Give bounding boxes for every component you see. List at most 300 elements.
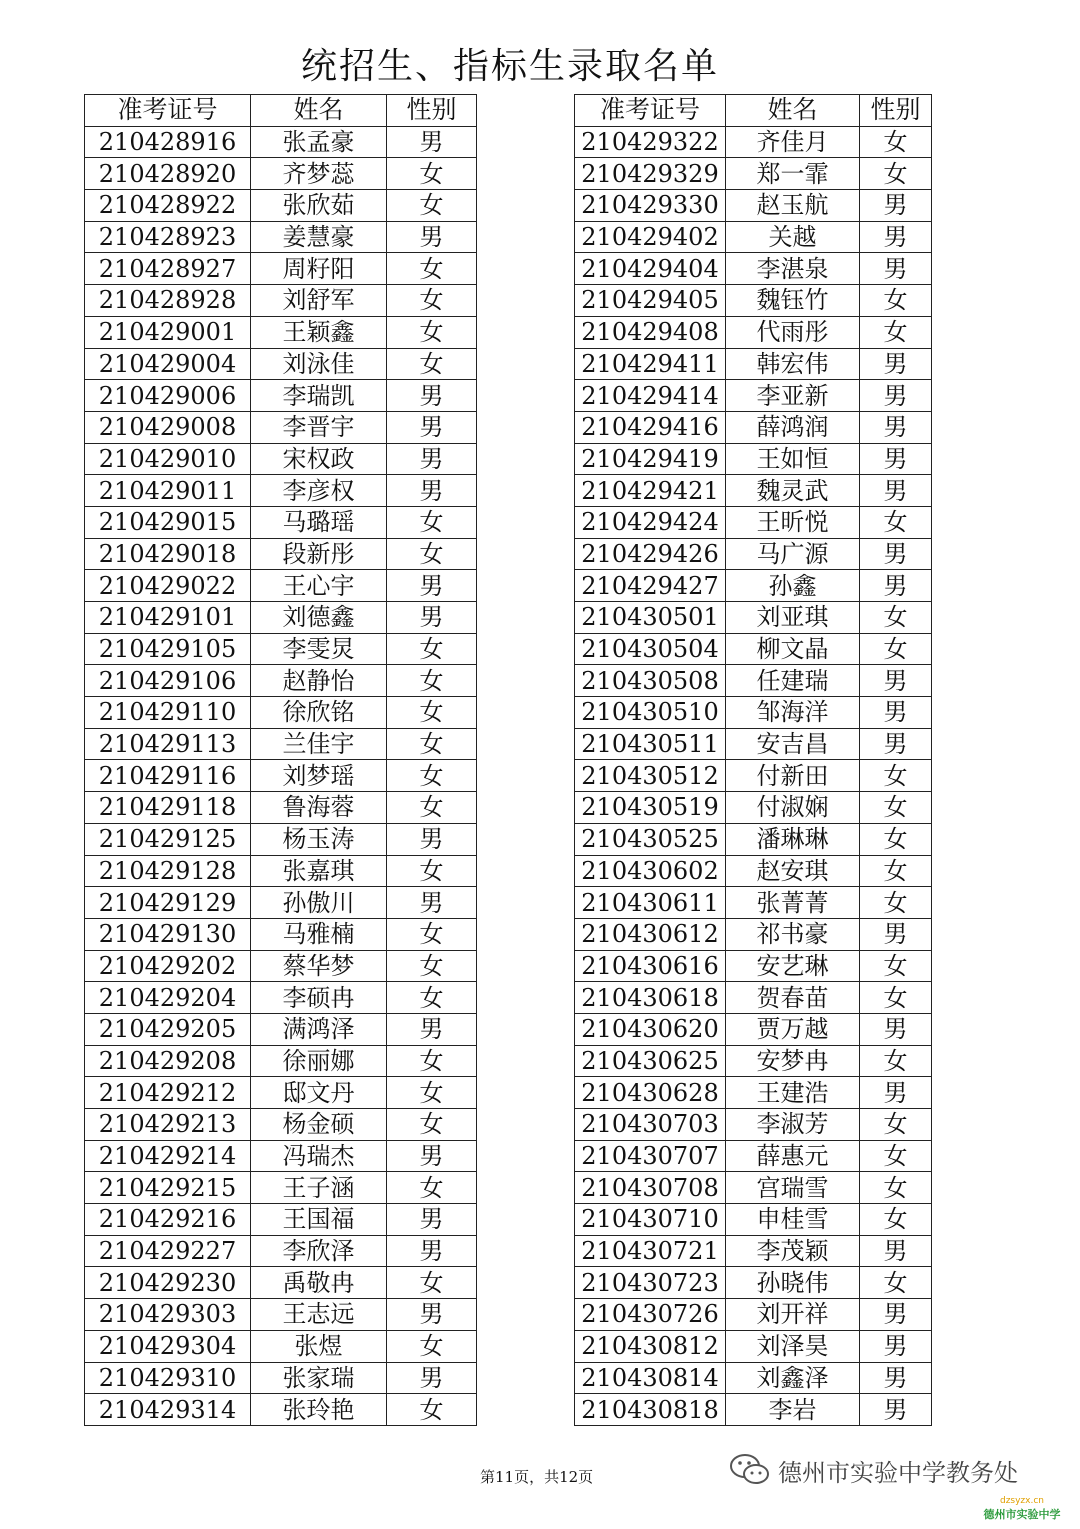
cell-name: 王志远 <box>251 1299 387 1331</box>
cell-name: 李瑞凯 <box>251 380 387 412</box>
cell-gender: 男 <box>860 253 932 285</box>
cell-id: 210430612 <box>575 918 726 950</box>
watermark-text: 德州市实验中学教务处 <box>778 1458 1018 1487</box>
cell-id: 210429303 <box>85 1299 251 1331</box>
cell-id: 210429427 <box>575 570 726 602</box>
cell-id: 210428922 <box>85 190 251 222</box>
school-seal <box>968 1494 1076 1522</box>
cell-name: 张煜 <box>251 1330 387 1362</box>
cell-gender: 男 <box>387 570 477 602</box>
cell-id: 210429230 <box>85 1267 251 1299</box>
cell-id: 210428928 <box>85 285 251 317</box>
cell-id: 210430519 <box>575 792 726 824</box>
cell-id: 210428927 <box>85 253 251 285</box>
roster-table-left <box>84 94 477 1426</box>
cell-name: 李硕冉 <box>251 982 387 1014</box>
cell-name: 关越 <box>726 221 860 253</box>
table-row <box>85 1204 477 1236</box>
cell-id: 210429213 <box>85 1109 251 1141</box>
table-row <box>85 475 477 507</box>
cell-id: 210430708 <box>575 1172 726 1204</box>
cell-gender: 女 <box>387 253 477 285</box>
cell-id: 210430618 <box>575 982 726 1014</box>
table-row <box>575 475 932 507</box>
table-row <box>85 665 477 697</box>
cell-gender: 男 <box>860 1235 932 1267</box>
seal-school-name: 德州市实验中学 <box>983 1508 1061 1521</box>
cell-gender: 男 <box>860 348 932 380</box>
cell-id: 210430602 <box>575 855 726 887</box>
cell-id: 210429101 <box>85 602 251 634</box>
cell-id: 210430703 <box>575 1109 726 1141</box>
cell-gender: 男 <box>860 1362 932 1394</box>
cell-name: 赵静怡 <box>251 665 387 697</box>
cell-name: 李晋宇 <box>251 411 387 443</box>
cell-name: 段新彤 <box>251 538 387 570</box>
table-row <box>575 285 932 317</box>
cell-id: 210430501 <box>575 602 726 634</box>
table-row <box>575 1299 932 1331</box>
cell-gender: 男 <box>860 1299 932 1331</box>
table-row <box>85 443 477 475</box>
cell-name: 薛惠元 <box>726 1140 860 1172</box>
table-row <box>85 506 477 538</box>
cell-name: 郑一霏 <box>726 158 860 190</box>
table-row <box>575 570 932 602</box>
cell-name: 祁书豪 <box>726 918 860 950</box>
table-row <box>575 443 932 475</box>
cell-id: 210430508 <box>575 665 726 697</box>
cell-gender: 男 <box>860 221 932 253</box>
cell-name: 姜慧豪 <box>251 221 387 253</box>
cell-name: 李淑芳 <box>726 1109 860 1141</box>
cell-id: 210429001 <box>85 316 251 348</box>
header-name: 姓名 <box>251 95 387 127</box>
cell-name: 魏灵武 <box>726 475 860 507</box>
cell-id: 210429402 <box>575 221 726 253</box>
cell-name: 马璐瑶 <box>251 506 387 538</box>
cell-id: 210429214 <box>85 1140 251 1172</box>
table-row <box>85 1394 477 1426</box>
cell-name: 安艺琳 <box>726 950 860 982</box>
watermark <box>728 1452 1018 1488</box>
header-gender: 性别 <box>860 95 932 127</box>
cell-id: 210430723 <box>575 1267 726 1299</box>
cell-gender: 女 <box>387 1394 477 1426</box>
cell-gender: 男 <box>860 1077 932 1109</box>
table-row <box>85 348 477 380</box>
page-title: 统招生、指标生录取名单 <box>300 46 719 87</box>
cell-id: 210430510 <box>575 697 726 729</box>
cell-name: 刘泽昊 <box>726 1330 860 1362</box>
roster-table-right <box>574 94 932 1426</box>
cell-gender: 女 <box>860 285 932 317</box>
cell-gender: 男 <box>860 918 932 950</box>
cell-gender: 男 <box>860 190 932 222</box>
cell-name: 杨金硕 <box>251 1109 387 1141</box>
table-row <box>575 380 932 412</box>
table-row <box>575 253 932 285</box>
cell-id: 210428923 <box>85 221 251 253</box>
cell-gender: 女 <box>387 665 477 697</box>
cell-id: 210430726 <box>575 1299 726 1331</box>
cell-gender: 男 <box>860 411 932 443</box>
table-row <box>575 411 932 443</box>
cell-name: 贺春苗 <box>726 982 860 1014</box>
table-row <box>85 1172 477 1204</box>
cell-name: 赵玉航 <box>726 190 860 222</box>
table-row <box>85 1299 477 1331</box>
cell-id: 210430611 <box>575 887 726 919</box>
cell-name: 孙傲川 <box>251 887 387 919</box>
table-row <box>85 538 477 570</box>
table-row <box>85 1077 477 1109</box>
table-row <box>85 190 477 222</box>
cell-gender: 女 <box>387 506 477 538</box>
cell-gender: 女 <box>387 316 477 348</box>
cell-gender: 男 <box>387 1362 477 1394</box>
table-row <box>575 1013 932 1045</box>
cell-gender: 女 <box>860 316 932 348</box>
cell-gender: 男 <box>860 1394 932 1426</box>
table-row <box>575 760 932 792</box>
cell-gender: 男 <box>860 1013 932 1045</box>
cell-id: 210430628 <box>575 1077 726 1109</box>
cell-name: 张玲艳 <box>251 1394 387 1426</box>
cell-name: 刘梦瑶 <box>251 760 387 792</box>
cell-id: 210429106 <box>85 665 251 697</box>
cell-id: 210429419 <box>575 443 726 475</box>
cell-gender: 女 <box>387 1077 477 1109</box>
cell-id: 210429105 <box>85 633 251 665</box>
table-row <box>575 1362 932 1394</box>
table-row <box>85 1362 477 1394</box>
cell-name: 邸文丹 <box>251 1077 387 1109</box>
cell-id: 210429205 <box>85 1013 251 1045</box>
cell-gender: 女 <box>860 1267 932 1299</box>
table-row <box>575 506 932 538</box>
cell-name: 张欣茹 <box>251 190 387 222</box>
table-row <box>575 602 932 634</box>
cell-name: 王国福 <box>251 1204 387 1236</box>
cell-gender: 男 <box>387 126 477 158</box>
cell-id: 210430616 <box>575 950 726 982</box>
cell-name: 贾万越 <box>726 1013 860 1045</box>
cell-name: 宫瑞雪 <box>726 1172 860 1204</box>
cell-gender: 女 <box>387 1330 477 1362</box>
cell-gender: 女 <box>860 602 932 634</box>
table-row <box>575 1267 932 1299</box>
cell-id: 210430707 <box>575 1140 726 1172</box>
cell-gender: 女 <box>387 1045 477 1077</box>
cell-gender: 男 <box>387 602 477 634</box>
cell-name: 李欣泽 <box>251 1235 387 1267</box>
cell-id: 210429411 <box>575 348 726 380</box>
cell-name: 兰佳宇 <box>251 728 387 760</box>
cell-id: 210429011 <box>85 475 251 507</box>
table-row <box>85 158 477 190</box>
cell-gender: 女 <box>860 1172 932 1204</box>
table-header-row <box>85 95 477 127</box>
cell-name: 王心宇 <box>251 570 387 602</box>
table-row <box>85 221 477 253</box>
cell-gender: 男 <box>860 570 932 602</box>
cell-id: 210430818 <box>575 1394 726 1426</box>
table-row <box>85 1013 477 1045</box>
seal-url: dzsyzx.cn <box>999 1496 1044 1506</box>
cell-name: 付新田 <box>726 760 860 792</box>
cell-gender: 男 <box>860 538 932 570</box>
cell-id: 210430512 <box>575 760 726 792</box>
cell-name: 李岩 <box>726 1394 860 1426</box>
cell-name: 张菁菁 <box>726 887 860 919</box>
cell-gender: 男 <box>387 411 477 443</box>
cell-gender: 女 <box>860 506 932 538</box>
table-row <box>575 190 932 222</box>
cell-gender: 男 <box>387 887 477 919</box>
table-row <box>575 1140 932 1172</box>
cell-gender: 女 <box>387 158 477 190</box>
table-row <box>575 855 932 887</box>
table-row <box>85 1045 477 1077</box>
cell-gender: 男 <box>387 1140 477 1172</box>
table-row <box>85 697 477 729</box>
cell-id: 210429421 <box>575 475 726 507</box>
page-number: 第11页，共12页 <box>480 1468 594 1486</box>
cell-gender: 男 <box>860 697 932 729</box>
cell-id: 210429010 <box>85 443 251 475</box>
cell-name: 安吉昌 <box>726 728 860 760</box>
table-row <box>575 1077 932 1109</box>
cell-gender: 女 <box>860 1140 932 1172</box>
cell-id: 210429227 <box>85 1235 251 1267</box>
cell-id: 210430620 <box>575 1013 726 1045</box>
cell-id: 210428920 <box>85 158 251 190</box>
cell-id: 210428916 <box>85 126 251 158</box>
cell-id: 210429015 <box>85 506 251 538</box>
cell-gender: 男 <box>860 728 932 760</box>
cell-gender: 女 <box>860 823 932 855</box>
table-row <box>575 1394 932 1426</box>
cell-id: 210429216 <box>85 1204 251 1236</box>
cell-id: 210429322 <box>575 126 726 158</box>
table-row <box>575 1172 932 1204</box>
cell-name: 张家瑞 <box>251 1362 387 1394</box>
cell-id: 210429110 <box>85 697 251 729</box>
table-row <box>85 633 477 665</box>
table-row <box>575 792 932 824</box>
cell-gender: 男 <box>860 475 932 507</box>
cell-id: 210429004 <box>85 348 251 380</box>
table-row <box>575 982 932 1014</box>
cell-gender: 男 <box>387 443 477 475</box>
cell-name: 安梦冉 <box>726 1045 860 1077</box>
cell-name: 冯瑞杰 <box>251 1140 387 1172</box>
cell-id: 210430625 <box>575 1045 726 1077</box>
cell-id: 210429118 <box>85 792 251 824</box>
cell-gender: 女 <box>860 950 932 982</box>
cell-gender: 女 <box>860 1109 932 1141</box>
table-header-row <box>575 95 932 127</box>
table-row <box>85 570 477 602</box>
cell-name: 刘德鑫 <box>251 602 387 634</box>
cell-name: 马雅楠 <box>251 918 387 950</box>
table-row <box>575 697 932 729</box>
cell-name: 徐欣铭 <box>251 697 387 729</box>
cell-gender: 男 <box>860 1330 932 1362</box>
cell-gender: 女 <box>387 918 477 950</box>
cell-id: 210429310 <box>85 1362 251 1394</box>
table-row <box>85 380 477 412</box>
table-row <box>85 855 477 887</box>
table-row <box>575 1235 932 1267</box>
cell-gender: 女 <box>860 760 932 792</box>
header-name: 姓名 <box>726 95 860 127</box>
cell-id: 210429125 <box>85 823 251 855</box>
cell-id: 210429022 <box>85 570 251 602</box>
cell-gender: 男 <box>387 1299 477 1331</box>
cell-name: 韩宏伟 <box>726 348 860 380</box>
cell-name: 孙鑫 <box>726 570 860 602</box>
cell-name: 刘泳佳 <box>251 348 387 380</box>
table-row <box>575 1109 932 1141</box>
table-row <box>85 1235 477 1267</box>
cell-gender: 男 <box>387 823 477 855</box>
cell-id: 210429414 <box>575 380 726 412</box>
wechat-icon <box>728 1452 772 1488</box>
cell-gender: 男 <box>387 475 477 507</box>
cell-gender: 女 <box>860 1204 932 1236</box>
cell-gender: 女 <box>387 1172 477 1204</box>
table-row <box>85 982 477 1014</box>
table-row <box>575 918 932 950</box>
table-row <box>575 221 932 253</box>
cell-name: 刘开祥 <box>726 1299 860 1331</box>
cell-gender: 男 <box>860 443 932 475</box>
cell-id: 210430525 <box>575 823 726 855</box>
cell-id: 210430504 <box>575 633 726 665</box>
table-row <box>85 950 477 982</box>
cell-name: 张孟豪 <box>251 126 387 158</box>
cell-name: 赵安琪 <box>726 855 860 887</box>
cell-name: 李亚新 <box>726 380 860 412</box>
table-row <box>575 1330 932 1362</box>
cell-name: 宋权政 <box>251 443 387 475</box>
cell-name: 刘舒军 <box>251 285 387 317</box>
table-row <box>575 1045 932 1077</box>
table-row <box>85 253 477 285</box>
cell-id: 210429018 <box>85 538 251 570</box>
table-row <box>85 1267 477 1299</box>
cell-name: 李雯炅 <box>251 633 387 665</box>
cell-name: 刘鑫泽 <box>726 1362 860 1394</box>
cell-gender: 男 <box>387 1013 477 1045</box>
cell-name: 王昕悦 <box>726 506 860 538</box>
cell-gender: 女 <box>387 982 477 1014</box>
cell-id: 210429424 <box>575 506 726 538</box>
cell-name: 薛鸿润 <box>726 411 860 443</box>
cell-gender: 男 <box>387 380 477 412</box>
header-gender: 性别 <box>387 95 477 127</box>
cell-gender: 女 <box>387 1109 477 1141</box>
cell-id: 210429128 <box>85 855 251 887</box>
cell-gender: 女 <box>387 285 477 317</box>
cell-name: 李茂颖 <box>726 1235 860 1267</box>
table-row <box>85 1140 477 1172</box>
table-row <box>85 760 477 792</box>
cell-name: 魏钰竹 <box>726 285 860 317</box>
cell-id: 210429208 <box>85 1045 251 1077</box>
table-row <box>85 823 477 855</box>
cell-name: 代雨彤 <box>726 316 860 348</box>
cell-id: 210429212 <box>85 1077 251 1109</box>
table-row <box>575 823 932 855</box>
table-row <box>85 126 477 158</box>
header-id: 准考证号 <box>85 95 251 127</box>
table-row <box>85 1109 477 1141</box>
cell-id: 210429215 <box>85 1172 251 1204</box>
table-row <box>575 887 932 919</box>
cell-name: 禹敬冉 <box>251 1267 387 1299</box>
cell-gender: 女 <box>387 855 477 887</box>
cell-id: 210429314 <box>85 1394 251 1426</box>
table-row <box>575 1204 932 1236</box>
cell-gender: 男 <box>860 665 932 697</box>
cell-gender: 女 <box>860 887 932 919</box>
cell-id: 210429129 <box>85 887 251 919</box>
cell-gender: 女 <box>387 633 477 665</box>
table-row <box>575 728 932 760</box>
cell-id: 210429405 <box>575 285 726 317</box>
cell-gender: 女 <box>860 982 932 1014</box>
cell-gender: 女 <box>387 760 477 792</box>
cell-gender: 女 <box>387 792 477 824</box>
table-row <box>575 950 932 982</box>
cell-gender: 女 <box>860 633 932 665</box>
cell-gender: 女 <box>387 538 477 570</box>
cell-id: 210430814 <box>575 1362 726 1394</box>
cell-gender: 男 <box>387 1204 477 1236</box>
table-row <box>575 348 932 380</box>
cell-id: 210429304 <box>85 1330 251 1362</box>
cell-name: 申桂雪 <box>726 1204 860 1236</box>
cell-name: 柳文晶 <box>726 633 860 665</box>
cell-gender: 女 <box>387 950 477 982</box>
cell-gender: 女 <box>860 1045 932 1077</box>
table-row <box>85 411 477 443</box>
cell-name: 李彦权 <box>251 475 387 507</box>
cell-id: 210429202 <box>85 950 251 982</box>
cell-name: 王子涵 <box>251 1172 387 1204</box>
cell-id: 210429330 <box>575 190 726 222</box>
cell-gender: 女 <box>387 348 477 380</box>
cell-name: 鲁海蓉 <box>251 792 387 824</box>
cell-id: 210429329 <box>575 158 726 190</box>
cell-name: 齐梦蕊 <box>251 158 387 190</box>
cell-id: 210430511 <box>575 728 726 760</box>
cell-id: 210430721 <box>575 1235 726 1267</box>
cell-name: 刘亚琪 <box>726 602 860 634</box>
table-row <box>575 126 932 158</box>
cell-id: 210429008 <box>85 411 251 443</box>
table-row <box>85 285 477 317</box>
table-row <box>85 1330 477 1362</box>
cell-name: 王如恒 <box>726 443 860 475</box>
table-row <box>575 316 932 348</box>
table-row <box>575 538 932 570</box>
cell-name: 王建浩 <box>726 1077 860 1109</box>
cell-id: 210429404 <box>575 253 726 285</box>
